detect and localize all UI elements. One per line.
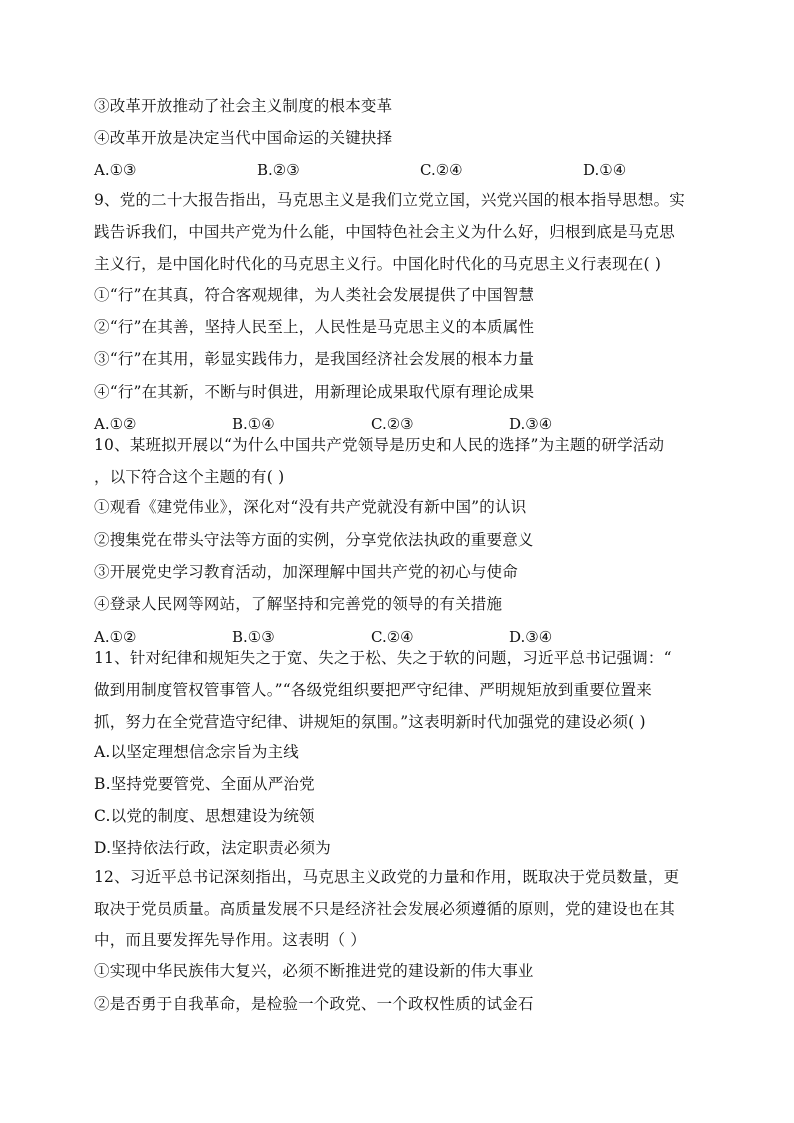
q8-option-c: C.②④ bbox=[420, 161, 463, 179]
q9-option-a: A.①② bbox=[94, 415, 137, 433]
q11-option-b: B.坚持党要管党、全面从严治党 bbox=[94, 775, 315, 793]
q8-option-a: A.①③ bbox=[94, 161, 137, 179]
q10-item-3: ③开展党史学习教育活动，加深理解中国共产党的初心与使命 bbox=[94, 563, 518, 581]
q9-stem-line-2: 践告诉我们，中国共产党为什么能，中国特色社会主义为什么好，归根到底是马克思 bbox=[94, 223, 675, 241]
q10-stem-line-1: 10、某班拟开展以“为什么中国共产党领导是历史和人民的选择”为主题的研学活动 bbox=[94, 436, 665, 454]
q9-item-1: ①“行”在其真，符合客观规律，为人类社会发展提供了中国智慧 bbox=[94, 286, 535, 304]
q10-item-1: ①观看《建党伟业》，深化对“没有共产党就没有新中国”的认识 bbox=[94, 498, 527, 516]
q8-option-b: B.②③ bbox=[257, 161, 300, 179]
q11-stem-line-3: 抓，努力在全党营造守纪律、讲规矩的氛围。”这表明新时代加强党的建设必须( ) bbox=[94, 713, 646, 731]
q9-option-b: B.①④ bbox=[232, 415, 275, 433]
q10-stem-line-2: ，以下符合这个主题的有( ) bbox=[94, 468, 285, 486]
q8-option-d: D.①④ bbox=[583, 161, 627, 179]
q12-stem-line-2: 取决于党员质量。高质量发展不只是经济社会发展必须遵循的原则，党的建设也在其 bbox=[94, 900, 675, 918]
q9-item-4: ④“行”在其新，不断与时俱进，用新理论成果取代原有理论成果 bbox=[94, 383, 535, 401]
q12-stem-line-3: 中，而且要发挥先导作用。这表明（ ） bbox=[94, 931, 367, 949]
q11-option-c: C.以党的制度、思想建设为统领 bbox=[94, 807, 315, 825]
q12-stem-line-1: 12、习近平总书记深刻指出，马克思主义政党的力量和作用，既取决于党员数量，更 bbox=[94, 868, 680, 886]
q9-item-3: ③“行”在其用，彰显实践伟力，是我国经济社会发展的根本力量 bbox=[94, 350, 535, 368]
q11-stem-line-1: 11、针对纪律和规矩失之于宽、失之于松、失之于软的问题，习近平总书记强调：“ bbox=[94, 649, 672, 667]
q10-item-2: ②搜集党在带头守法等方面的实例，分享党依法执政的重要意义 bbox=[94, 531, 534, 549]
statement-4: ④改革开放是决定当代中国命运的关键抉择 bbox=[94, 129, 393, 147]
q10-item-4: ④登录人民网等网站，了解坚持和完善党的领导的有关措施 bbox=[94, 595, 503, 613]
statement-3: ③改革开放推动了社会主义制度的根本变革 bbox=[94, 97, 393, 115]
q9-stem-line-3: 主义行，是中国化时代化的马克思主义行。中国化时代化的马克思主义行表现在( ) bbox=[94, 255, 662, 273]
q12-item-2: ②是否勇于自我革命，是检验一个政党、一个政权性质的试金石 bbox=[94, 995, 534, 1013]
q11-option-d: D.坚持依法行政，法定职责必须为 bbox=[94, 839, 332, 857]
q9-stem-line-1: 9、党的二十大报告指出，马克思主义是我们立党立国，兴党兴国的根本指导思想。实 bbox=[94, 191, 685, 209]
q10-option-d: D.③④ bbox=[509, 628, 553, 646]
q9-option-d: D.③④ bbox=[509, 415, 553, 433]
q11-option-a: A.以坚定理想信念宗旨为主线 bbox=[94, 743, 299, 761]
q12-item-1: ①实现中华民族伟大复兴，必须不断推进党的建设新的伟大事业 bbox=[94, 962, 534, 980]
q10-option-c: C.②④ bbox=[371, 628, 414, 646]
q9-item-2: ②“行”在其善，坚持人民至上，人民性是马克思主义的本质属性 bbox=[94, 318, 535, 336]
q10-option-a: A.①② bbox=[94, 628, 137, 646]
q9-option-c: C.②③ bbox=[371, 415, 414, 433]
q10-option-b: B.①③ bbox=[232, 628, 275, 646]
q11-stem-line-2: 做到用制度管权管事管人。”“各级党组织要把严守纪律、严明规矩放到重要位置来 bbox=[94, 681, 653, 699]
